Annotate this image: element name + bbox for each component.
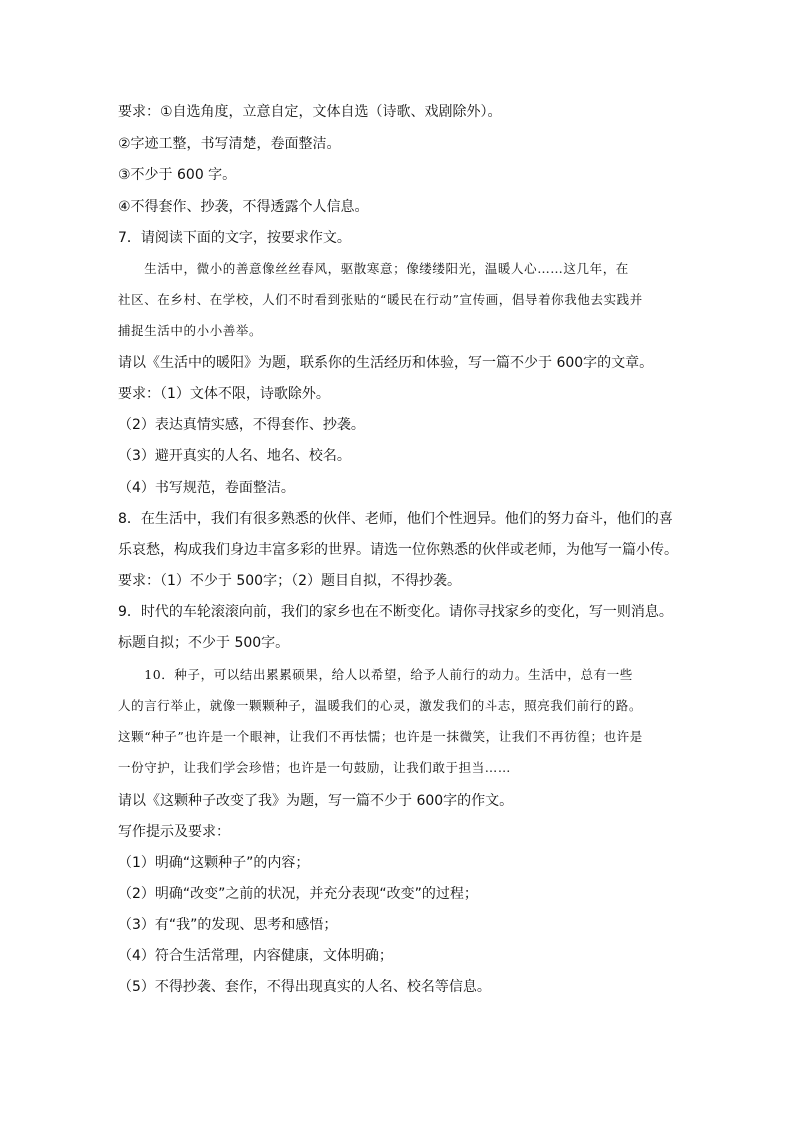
question-10-passage-line-4: 一份守护，让我们学会珍惜；也许是一句鼓励，让我们敢于担当…… xyxy=(118,760,512,775)
question-10-passage-line-3: 这颗“种子”也许是一个眼神，让我们不再怯懦；也许是一抹微笑，让我们不再彷徨；也许是 xyxy=(118,729,643,744)
requirement-line-1: 要求：①自选角度，立意自定，文体自选（诗歌、戏剧除外）。 xyxy=(118,104,502,120)
question-10-passage-line-2: 人的言行举止，就像一颗颗种子，温暖我们的心灵，激发我们的斗志，照亮我们前行的路。 xyxy=(118,698,643,713)
question-7-passage-line-2: 社区、在乡村、在学校，人们不时看到张贴的“暖民在行动”宣传画，倡导着你我他去实践并 xyxy=(118,292,643,307)
question-7-passage-line-3: 捕捉生活中的小小善举。 xyxy=(118,323,263,338)
question-10-task: 请以《这颗种子改变了我》为题，写一篇不少于 600字的作文。 xyxy=(118,793,514,809)
question-10-hint-1: （1）明确“这颗种子”的内容； xyxy=(118,855,310,871)
requirement-line-2: ②字迹工整，书写清楚，卷面整洁。 xyxy=(118,136,341,152)
question-10-hint-4: （4）符合生活常理，内容健康，文体明确； xyxy=(118,948,393,964)
question-10-hint-5: （5）不得抄袭、套作，不得出现真实的人名、校名等信息。 xyxy=(118,979,491,995)
question-7-req-4: （4）书写规范，卷面整洁。 xyxy=(118,480,295,496)
question-7-task: 请以《生活中的暖阳》为题，联系你的生活经历和体验，写一篇不少于 600字的文章。 xyxy=(118,355,654,371)
question-9-line-2: 标题自拟；不少于 500字。 xyxy=(118,635,290,651)
question-8-line-2: 乐哀愁，构成我们身边丰富多彩的世界。请选一位你熟悉的伙伴或老师，为他写一篇小传。 xyxy=(118,542,678,558)
question-10-hint-2: （2）明确“改变”之前的状况，并充分表现“改变”的过程； xyxy=(118,886,478,902)
question-10-hints-heading: 写作提示及要求： xyxy=(118,824,230,840)
question-7-req-3: （3）避开真实的人名、地名、校名。 xyxy=(118,448,351,464)
question-7-prompt: 7．请阅读下面的文字，按要求作文。 xyxy=(118,230,351,246)
requirement-line-3: ③不少于 600 字。 xyxy=(118,167,237,183)
question-9-line-1: 9．时代的车轮滚滚向前，我们的家乡也在不断变化。请你寻找家乡的变化，写一则消息。 xyxy=(118,604,673,620)
question-7-passage-line-1: 生活中，微小的善意像丝丝春风，驱散寒意；像缕缕阳光，温暖人心……这几年，在 xyxy=(118,261,629,276)
question-7-req-1: 要求：（1）文体不限，诗歌除外。 xyxy=(118,386,330,402)
question-8-req: 要求：（1）不少于 500字；（2）题目自拟，不得抄袭。 xyxy=(118,573,461,589)
requirement-line-4: ④不得套作、抄袭，不得透露个人信息。 xyxy=(118,199,369,215)
question-7-req-2: （2）表达真情实感，不得套作、抄袭。 xyxy=(118,417,365,433)
question-10-hint-3: （3）有“我”的发现、思考和感悟； xyxy=(118,917,338,933)
question-8-line-1: 8．在生活中，我们有很多熟悉的伙伴、老师，他们个性迥异。他们的努力奋斗，他们的喜 xyxy=(118,511,673,527)
question-10-passage-line-1: 10．种子，可以结出累累硕果，给人以希望，给予人前行的动力。生活中，总有一些 xyxy=(118,667,633,682)
